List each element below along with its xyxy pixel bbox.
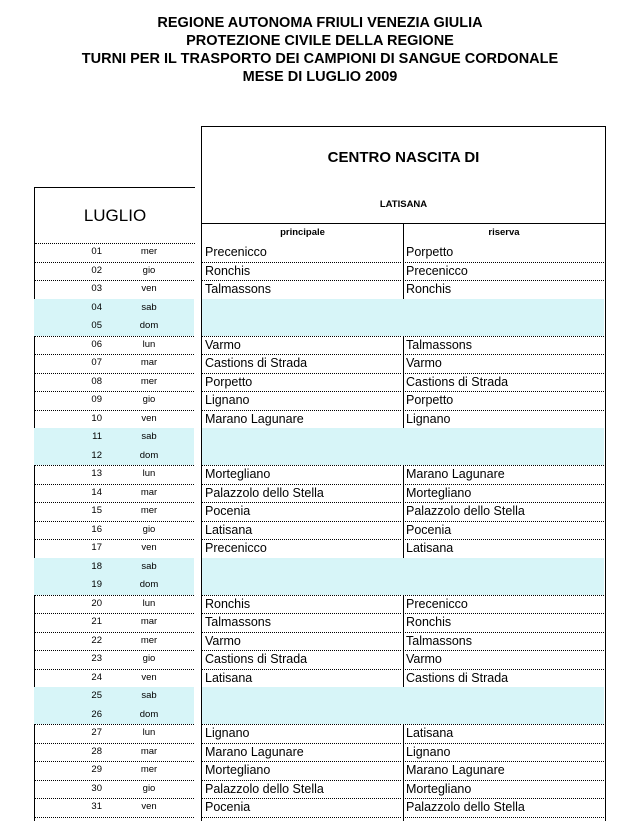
principale-cell: Lignano (205, 393, 250, 407)
day-number: 20 (91, 597, 102, 609)
schedule-row (202, 280, 604, 299)
date-row (34, 687, 194, 706)
riserva-cell: Varmo (406, 652, 442, 666)
weekday: mer (140, 246, 158, 257)
schedule-row (202, 317, 604, 336)
principale-cell: Mortegliano (205, 467, 271, 481)
header-month: MESE DI LUGLIO 2009 (242, 69, 398, 85)
weekday: mer (140, 375, 158, 387)
day-number: 25 (91, 690, 102, 701)
principale-cell: Castions di Strada (205, 356, 308, 370)
weekday: dom (139, 449, 159, 461)
weekday: dom (139, 320, 159, 331)
riserva-cell: Castions di Strada (406, 670, 509, 685)
weekday: gio (142, 523, 156, 535)
riserva-cell: Marano Lagunare (406, 467, 505, 481)
riserva-cell (406, 687, 602, 706)
principale-cell: Ronchis (205, 263, 251, 278)
principale-cell: Palazzolo dello Stella (205, 781, 324, 796)
riserva-cell (406, 576, 602, 595)
riserva-cell: Mortegliano (406, 781, 472, 796)
schedule-row (202, 632, 604, 651)
schedule-row (202, 798, 604, 817)
centre-title: CENTRO NASCITA DI (327, 148, 480, 166)
principale-cell: Pocenia (205, 504, 251, 518)
riserva-cell: Pocenia (406, 522, 452, 537)
riserva-cell: Talmassons (406, 633, 472, 648)
schedule-row (202, 687, 604, 706)
principale-cell: Lignano (205, 726, 250, 740)
riserva-cell: Precenicco (406, 596, 468, 611)
weekday: gio (142, 264, 156, 276)
date-row (34, 336, 194, 355)
riserva-cell: Lignano (406, 411, 451, 426)
date-row (34, 780, 194, 799)
principale-cell (205, 447, 401, 466)
date-row (34, 410, 194, 429)
day-number: 10 (91, 412, 102, 424)
date-row (34, 576, 194, 595)
weekday: gio (142, 782, 156, 794)
weekday: mer (140, 764, 158, 775)
date-row (34, 558, 194, 577)
schedule-row (202, 484, 604, 503)
schedule-row (202, 576, 604, 595)
principale-cell (205, 317, 401, 336)
weekday: lun (142, 468, 156, 479)
day-number: 29 (91, 764, 102, 775)
principale-cell (205, 576, 401, 595)
weekday: mer (140, 634, 158, 646)
schedule-row (202, 558, 604, 577)
day-number: 23 (91, 653, 102, 664)
principale-cell: Castions di Strada (205, 652, 308, 666)
principale-cell: Talmassons (205, 615, 271, 629)
day-number: 03 (91, 283, 102, 294)
weekday: mar (140, 357, 158, 368)
day-number: 19 (91, 579, 102, 590)
riserva-cell: Porpetto (406, 393, 454, 407)
schedule-row (202, 428, 604, 447)
date-row (34, 428, 194, 447)
schedule-row (202, 595, 604, 614)
weekday: sab (141, 431, 157, 442)
schedule-row (202, 539, 604, 558)
weekday: mar (140, 745, 158, 757)
month-label: LUGLIO (83, 205, 147, 225)
day-number: 17 (91, 542, 102, 553)
date-row (34, 262, 194, 281)
day-number: 09 (91, 394, 102, 405)
principale-cell: Porpetto (205, 374, 253, 389)
day-number: 26 (91, 708, 102, 720)
day-number: 05 (91, 320, 102, 331)
date-row (34, 539, 194, 558)
schedule-row (202, 780, 604, 799)
day-number: 30 (91, 782, 102, 794)
schedule-row (202, 243, 604, 262)
day-number: 02 (91, 264, 102, 276)
principale-cell (205, 687, 401, 706)
schedule-row (202, 724, 604, 743)
weekday: ven (141, 412, 157, 424)
riserva-cell: Lignano (406, 744, 451, 759)
principale-cell: Mortegliano (205, 763, 271, 777)
weekday: ven (141, 283, 157, 294)
day-number: 14 (91, 486, 102, 498)
weekday: sab (141, 560, 157, 572)
weekday: gio (142, 653, 156, 664)
riserva-cell: Porpetto (406, 245, 454, 259)
riserva-cell: Mortegliano (406, 485, 472, 500)
schedule-row (202, 373, 604, 392)
day-number: 11 (92, 431, 102, 442)
principale-cell: Marano Lagunare (205, 744, 304, 759)
riserva-cell: Palazzolo dello Stella (406, 504, 525, 518)
date-row (34, 798, 194, 817)
principale-cell (205, 428, 401, 447)
row-divider (34, 817, 194, 818)
header-department: PROTEZIONE CIVILE DELLA REGIONE (186, 33, 454, 49)
riserva-cell (406, 706, 602, 725)
schedule-row (202, 613, 604, 632)
day-number: 31 (91, 801, 102, 812)
schedule-row (202, 262, 604, 281)
column-header-riserva: riserva (403, 223, 605, 241)
riserva-cell (406, 428, 602, 447)
weekday: mer (140, 505, 158, 516)
document-header (0, 14, 640, 86)
day-number: 24 (91, 671, 102, 683)
centre-name: LATISANA (379, 199, 428, 210)
weekday: dom (139, 579, 159, 590)
date-row (34, 706, 194, 725)
schedule-row (202, 650, 604, 669)
schedule-row (202, 761, 604, 780)
principale-cell (205, 706, 401, 725)
riserva-cell (406, 299, 602, 318)
day-number: 13 (91, 468, 102, 479)
day-number: 15 (91, 505, 102, 516)
weekday: lun (142, 597, 156, 609)
weekday: sab (141, 301, 157, 313)
weekday: gio (142, 394, 156, 405)
principale-cell: Marano Lagunare (205, 411, 304, 426)
schedule-row (202, 706, 604, 725)
weekday: mar (140, 616, 158, 627)
date-row (34, 354, 194, 373)
weekday: ven (141, 671, 157, 683)
weekday: ven (141, 542, 157, 553)
day-number: 18 (91, 560, 102, 572)
date-row (34, 761, 194, 780)
principale-cell: Varmo (205, 337, 241, 352)
principale-cell: Palazzolo dello Stella (205, 485, 324, 500)
riserva-cell: Castions di Strada (406, 374, 509, 389)
riserva-cell (406, 558, 602, 577)
day-number: 01 (91, 246, 102, 257)
day-number: 04 (91, 301, 102, 313)
principale-cell: Talmassons (205, 282, 271, 296)
weekday: lun (142, 727, 156, 738)
riserva-cell: Marano Lagunare (406, 763, 505, 777)
date-row (34, 299, 194, 318)
date-row (34, 650, 194, 669)
date-row (34, 724, 194, 743)
date-row (34, 743, 194, 762)
schedule-row (202, 447, 604, 466)
day-number: 16 (91, 523, 102, 535)
date-row (34, 521, 194, 540)
weekday: mar (140, 486, 158, 498)
principale-cell: Varmo (205, 633, 241, 648)
date-row (34, 243, 194, 262)
principale-cell: Precenicco (205, 541, 267, 555)
riserva-cell: Palazzolo dello Stella (406, 800, 525, 814)
column-header-principale: principale (202, 223, 403, 241)
schedule-row (202, 502, 604, 521)
schedule-row (202, 354, 604, 373)
principale-cell (205, 299, 401, 318)
date-row (34, 447, 194, 466)
day-number: 06 (91, 338, 102, 350)
header-subject: TURNI PER IL TRASPORTO DEI CAMPIONI DI SANGUE CORDONALE (81, 51, 559, 67)
riserva-cell: Latisana (406, 726, 454, 740)
schedule-row (202, 669, 604, 688)
day-number: 12 (91, 449, 102, 461)
principale-cell: Pocenia (205, 800, 251, 814)
date-row (34, 669, 194, 688)
day-number: 22 (91, 634, 102, 646)
riserva-cell: Talmassons (406, 337, 472, 352)
header-region: REGIONE AUTONOMA FRIULI VENEZIA GIULIA (157, 15, 483, 31)
schedule-row (202, 465, 604, 484)
principale-cell: Latisana (205, 522, 253, 537)
riserva-cell: Ronchis (406, 282, 452, 296)
riserva-cell (406, 317, 602, 336)
date-row (34, 465, 194, 484)
riserva-cell: Ronchis (406, 615, 452, 629)
schedule-row (202, 391, 604, 410)
riserva-cell: Precenicco (406, 263, 468, 278)
date-row (34, 373, 194, 392)
date-row (34, 317, 194, 336)
schedule-row (202, 336, 604, 355)
schedule-row (202, 299, 604, 318)
date-row (34, 595, 194, 614)
day-number: 21 (91, 616, 102, 627)
schedule-row (202, 743, 604, 762)
day-number: 07 (91, 357, 102, 368)
weekday: ven (141, 801, 157, 812)
weekday: sab (141, 690, 157, 701)
date-row (34, 280, 194, 299)
day-number: 27 (91, 727, 102, 738)
schedule-row (202, 521, 604, 540)
date-row (34, 613, 194, 632)
schedule-row (202, 410, 604, 429)
day-number: 28 (91, 745, 102, 757)
riserva-cell (406, 447, 602, 466)
principale-cell (205, 558, 401, 577)
principale-cell: Ronchis (205, 596, 251, 611)
date-row (34, 484, 194, 503)
date-row (34, 391, 194, 410)
riserva-cell: Latisana (406, 541, 454, 555)
date-row (34, 502, 194, 521)
riserva-cell: Varmo (406, 356, 442, 370)
weekday: lun (142, 338, 156, 350)
day-number: 08 (91, 375, 102, 387)
date-row (34, 632, 194, 651)
principale-cell: Precenicco (205, 245, 267, 259)
weekday: dom (139, 708, 159, 720)
principale-cell: Latisana (205, 670, 253, 685)
